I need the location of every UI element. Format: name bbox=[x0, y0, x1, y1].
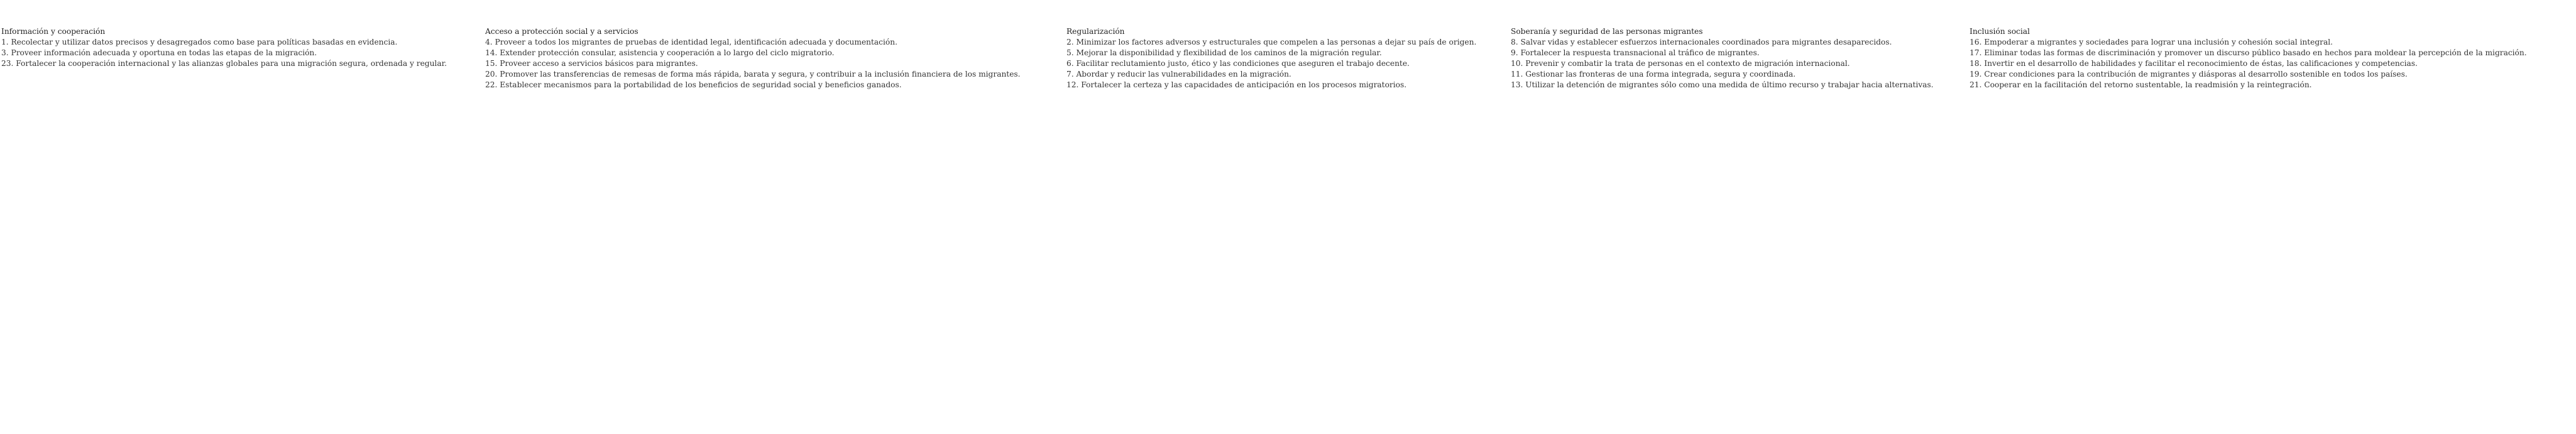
objective-item: 18. Invertir en el desarrollo de habilidades y facilitar el reconocimiento de éstas, las calificaciones y competencias. bbox=[1970, 59, 2418, 68]
column-title: Regularización bbox=[1066, 27, 1125, 36]
objective-item: 2. Minimizar los factores adversos y estructurales que compelen a las personas a dejar su país de origen. bbox=[1066, 38, 1477, 46]
objective-item: 9. Fortalecer la respuesta transnacional al tráfico de migrantes. bbox=[1511, 48, 1760, 57]
column-soberania-seguridad bbox=[1511, 26, 1934, 90]
column-inclusion-social bbox=[1970, 26, 2527, 90]
objective-item: 15. Proveer acceso a servicios básicos para migrantes. bbox=[485, 59, 698, 68]
objective-item: 14. Extender protección consular, asistencia y cooperación a lo largo del ciclo migratorio. bbox=[485, 48, 835, 57]
objective-item: 4. Proveer a todos los migrantes de pruebas de identidad legal, identificación adecuada y documentación. bbox=[485, 38, 897, 46]
objective-item: 20. Promover las transferencias de remesas de forma más rápida, barata y segura, y contribuir a la inclusión financiera de los migrantes. bbox=[485, 70, 1021, 79]
objective-item: 16. Empoderar a migrantes y sociedades para lograr una inclusión y cohesión social integral. bbox=[1970, 38, 2333, 46]
column-title: Acceso a protección social y a servicios bbox=[485, 27, 639, 36]
objective-item: 19. Crear condiciones para la contribución de migrantes y diásporas al desarrollo sostenible en todos los países. bbox=[1970, 70, 2408, 79]
column-regularizacion bbox=[1066, 26, 1476, 90]
objective-item: 10. Prevenir y combatir la trata de personas en el contexto de migración internacional. bbox=[1511, 59, 1850, 68]
objective-item: 11. Gestionar las fronteras de una forma integrada, segura y coordinada. bbox=[1511, 70, 1796, 79]
column-title: Soberanía y seguridad de las personas migrantes bbox=[1511, 27, 1703, 36]
objective-item: 6. Facilitar reclutamiento justo, ético y las condiciones que aseguren el trabajo decente. bbox=[1066, 59, 1410, 68]
objective-item: 5. Mejorar la disponibilidad y flexibilidad de los caminos de la migración regular. bbox=[1066, 48, 1382, 57]
objective-item: 7. Abordar y reducir las vulnerabilidades en la migración. bbox=[1066, 70, 1291, 79]
column-acceso-proteccion-social bbox=[485, 26, 1021, 90]
objective-item: 21. Cooperar en la facilitación del retorno sustentable, la readmisión y la reintegración. bbox=[1970, 80, 2312, 89]
objective-item: 3. Proveer información adecuada y oportuna en todas las etapas de la migración. bbox=[1, 48, 317, 57]
column-title: Inclusión social bbox=[1970, 27, 2030, 36]
objective-item: 13. Utilizar la detención de migrantes sólo como una medida de último recurso y trabajar hacia alternativas. bbox=[1511, 80, 1934, 89]
column-informacion-cooperacion bbox=[1, 26, 447, 69]
objective-item: 23. Fortalecer la cooperación internacional y las alianzas globales para una migración segura, ordenada y regular. bbox=[1, 59, 447, 68]
objective-item: 8. Salvar vidas y establecer esfuerzos internacionales coordinados para migrantes desaparecidos. bbox=[1511, 38, 1892, 46]
objective-item: 12. Fortalecer la certeza y las capacidades de anticipación en los procesos migratorios. bbox=[1066, 80, 1407, 89]
column-title: Información y cooperación bbox=[1, 27, 106, 36]
objectives-columns bbox=[0, 26, 2576, 102]
objective-item: 17. Eliminar todas las formas de discriminación y promover un discurso público basado en hechos para moldear la percepción de la migración. bbox=[1970, 48, 2527, 57]
objective-item: 1. Recolectar y utilizar datos precisos y desagregados como base para políticas basadas en evidencia. bbox=[1, 38, 398, 46]
objective-item: 22. Establecer mecanismos para la portabilidad de los beneficios de seguridad social y beneficios ganados. bbox=[485, 80, 902, 89]
